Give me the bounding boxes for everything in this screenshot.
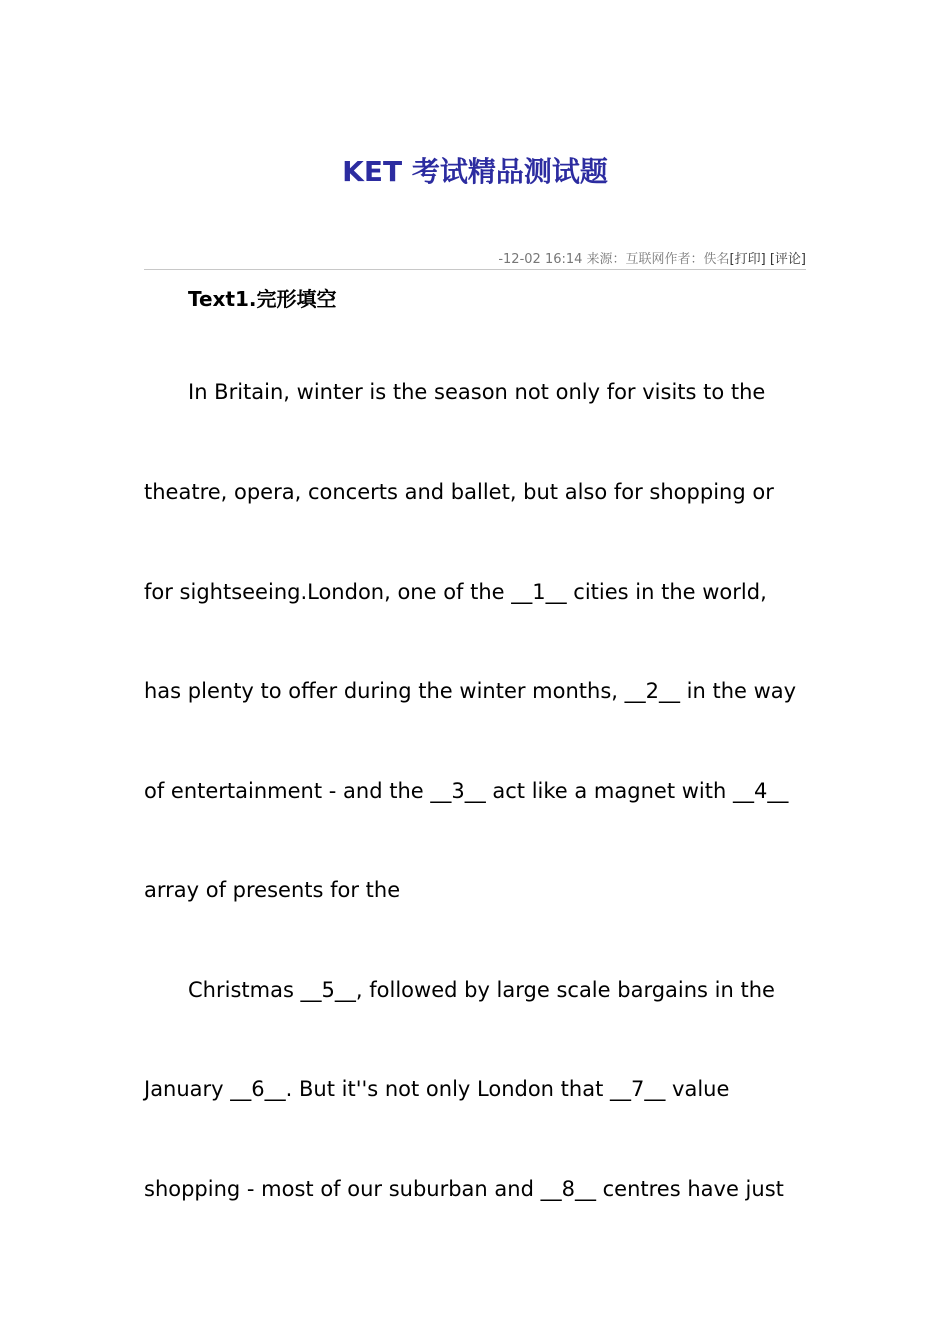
meta-info: -12-02 16:14 来源：互联网作者：佚名 bbox=[498, 252, 730, 267]
comment-link[interactable]: [评论] bbox=[769, 252, 806, 267]
print-link[interactable]: [打印] bbox=[729, 252, 766, 267]
article-meta bbox=[498, 248, 806, 267]
document-title: KET 考试精品测试题 bbox=[342, 155, 608, 188]
paragraph-line: In Britain, winter is the season not only for visits to the bbox=[188, 380, 766, 404]
paragraph-line: for sightseeing.London, one of the __1__ cities in the world, bbox=[144, 580, 767, 604]
paragraph-line: of entertainment - and the __3__ act like a magnet with __4__ bbox=[144, 779, 789, 803]
paragraph-line: array of presents for the bbox=[144, 878, 401, 902]
paragraph-line: has plenty to offer during the winter months, __2__ in the way bbox=[144, 679, 797, 703]
section-heading: Text1.完形填空 bbox=[188, 287, 337, 311]
paragraph-line: Christmas __5__, followed by large scale bargains in the bbox=[188, 978, 775, 1002]
paragraph-line: theatre, opera, concerts and ballet, but also for shopping or bbox=[144, 480, 774, 504]
paragraph-line: shopping - most of our suburban and __8__ centres have just bbox=[144, 1177, 784, 1201]
header-divider bbox=[144, 269, 806, 270]
paragraph-line: January __6__. But it''s not only London that __7__ value bbox=[144, 1077, 730, 1101]
